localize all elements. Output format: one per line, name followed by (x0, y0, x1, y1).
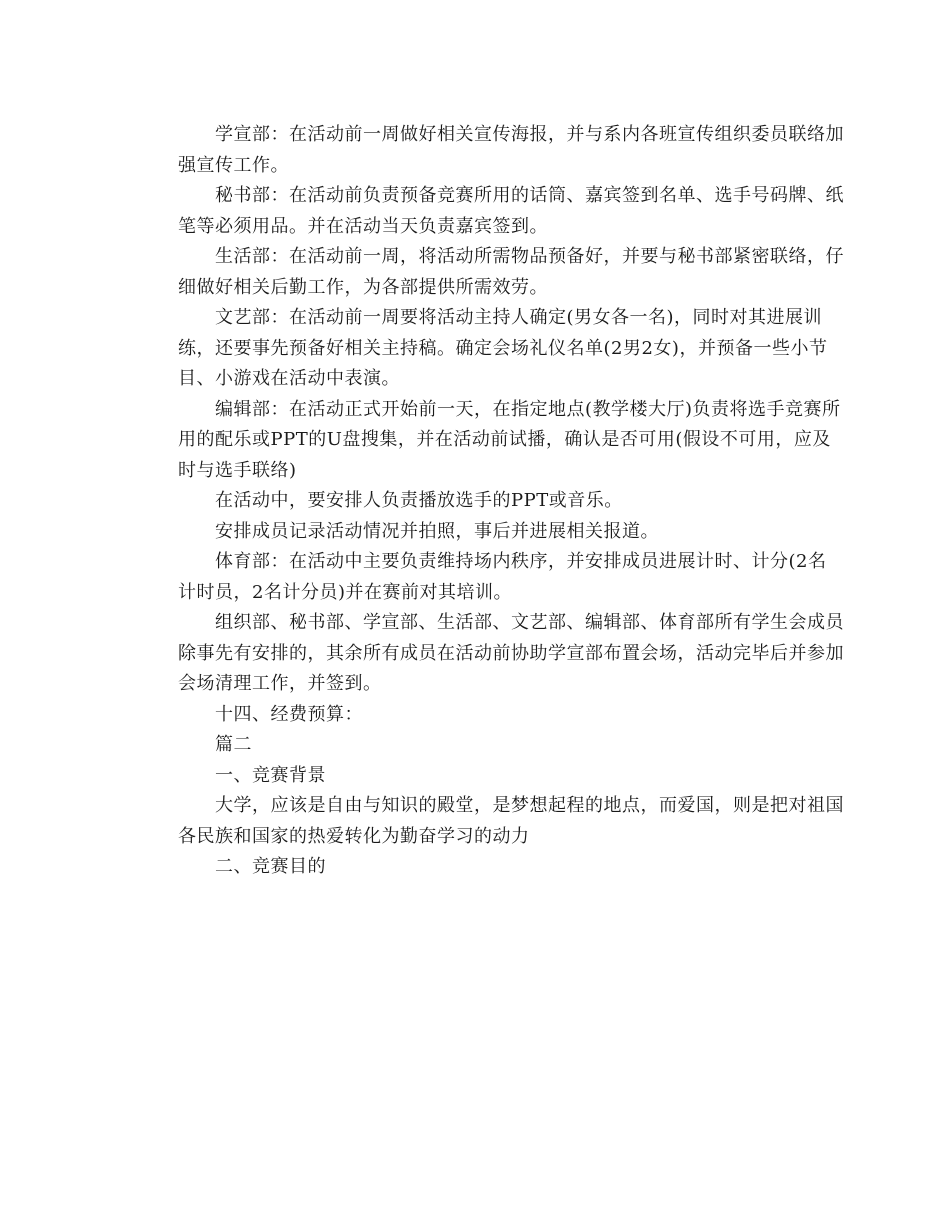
paragraph-tiyu (141, 547, 827, 608)
text-line: 在活动中，要安排人负责播放选手的PPT或音乐。 (215, 490, 623, 511)
text-line: 各民族和国家的热爱转化为勤奋学习的动力 (178, 825, 530, 847)
heading-part-two (141, 730, 816, 761)
text-line: 会场清理工作，并签到。 (178, 673, 382, 694)
text-line: 学宣部：在活动前一周做好相关宣传海报，并与系内各班宣传组织委员联络加 (215, 124, 844, 145)
paragraph-mishu (141, 181, 844, 242)
text-line: 计时员，2名计分员)并在赛前对其培训。 (178, 581, 512, 603)
paragraph-background (141, 791, 844, 852)
heading-background (141, 761, 816, 792)
paragraph-jilu (141, 517, 816, 548)
text-line: 用的配乐或PPT的U盘搜集，并在活动前试播，确认是否可用(假设不可用，应及 (178, 429, 831, 450)
text-line: 秘书部：在活动前负责预备竞赛所用的话筒、嘉宾签到名单、选手号码牌、纸 (215, 185, 844, 206)
heading-budget (141, 700, 816, 731)
text-line: 编辑部：在活动正式开始前一天，在指定地点(教学楼大厅)负责将选手竞赛所 (215, 398, 841, 420)
text-line: 安排成员记录活动情况并拍照，事后并进展相关报道。 (215, 520, 659, 542)
paragraph-bofang (141, 486, 816, 517)
text-line: 组织部、秘书部、学宣部、生活部、文艺部、编辑部、体育部所有学生会成员 (215, 612, 844, 633)
text-line: 强宣传工作。 (178, 154, 289, 176)
paragraph-shenghuo (141, 242, 844, 303)
text-line: 细做好相关后勤工作，为各部提供所需效劳。 (178, 276, 548, 298)
heading-purpose (141, 852, 816, 883)
text-line: 时与选手联络) (178, 459, 297, 481)
text-line: 文艺部：在活动前一周要将活动主持人确定(男女各一名)，同时对其进展训 (215, 307, 823, 328)
text-line: 十四、经费预算： (215, 703, 363, 725)
text-line: 笔等必须用品。并在活动当天负责嘉宾签到。 (178, 215, 548, 237)
document-page (141, 120, 844, 883)
text-line: 练，还要事先预备好相关主持稿。确定会场礼仪名单(2男2女)，并预备一些小节 (178, 337, 828, 359)
text-line: 一、竞赛背景 (215, 764, 326, 786)
text-line: 大学，应该是自由与知识的殿堂，是梦想起程的地点，而爱国，则是把对祖国 (215, 795, 844, 816)
text-line: 二、竞赛目的 (215, 856, 326, 877)
text-line: 篇二 (215, 734, 252, 755)
paragraph-zuzhi (141, 608, 844, 700)
paragraph-bianji (141, 395, 841, 487)
text-line: 目、小游戏在活动中表演。 (178, 368, 400, 389)
text-line: 除事先有安排的，其余所有成员在活动前协助学宣部布置会场，活动完毕后并参加 (178, 642, 844, 664)
text-line: 体育部：在活动中主要负责维持场内秩序，并安排成员进展计时、计分(2名 (215, 551, 827, 572)
text-line: 生活部：在活动前一周，将活动所需物品预备好，并要与秘书部紧密联络，仔 (215, 246, 844, 267)
paragraph-wenyi (141, 303, 828, 395)
paragraph-xuexuan (141, 120, 844, 181)
